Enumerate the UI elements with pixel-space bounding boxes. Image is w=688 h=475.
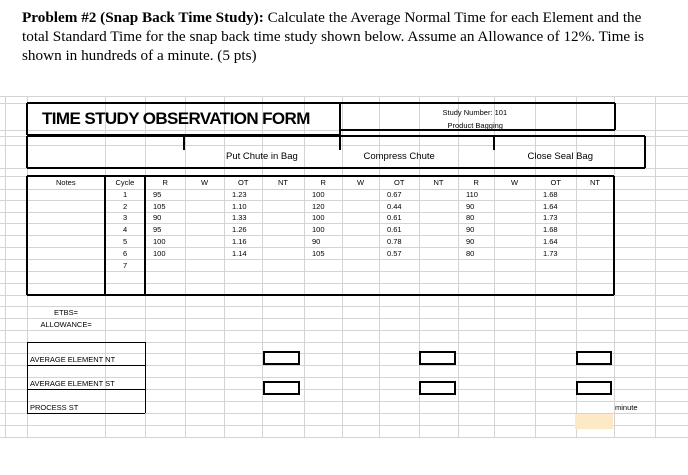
grid-row-line [0, 318, 688, 319]
form-title-border [26, 103, 28, 135]
element-name: Close Seal Bag [527, 150, 593, 162]
table-cell: 100 [312, 190, 325, 199]
problem-title: Problem #2 (Snap Back Time Study): [22, 9, 264, 26]
element-col-header: NT [278, 178, 288, 187]
form-title-border [27, 102, 340, 104]
cycle-number: 3 [123, 213, 128, 222]
table-cell: 0.61 [387, 224, 402, 234]
table-cell: 105 [153, 201, 166, 211]
table-cell: 0.44 [387, 201, 402, 211]
element-band-border [183, 136, 185, 150]
table-cell: 110 [466, 190, 478, 199]
form-title: TIME STUDY OBSERVATION FORM [42, 109, 310, 128]
table-border [26, 176, 28, 295]
element-col-header: W [511, 178, 519, 187]
table-cell: 1.33 [232, 213, 247, 222]
element-col-header: NT [433, 178, 444, 187]
table-cell: 1.16 [232, 236, 247, 246]
table-cell: 1.23 [232, 190, 247, 199]
grid-row-line [0, 96, 688, 97]
grid-row-line [0, 247, 688, 248]
element-col-header: R [473, 178, 479, 187]
avg-nt-label-box [27, 342, 145, 343]
process-st-label-box [27, 389, 145, 390]
table-cell: 80 [466, 213, 475, 222]
grid-row-line [0, 212, 688, 213]
element-name: Compress Chute [363, 150, 435, 162]
element-col-header: W [201, 178, 209, 187]
element-col-header: W [357, 178, 365, 187]
table-cell: 80 [466, 248, 475, 258]
avg-nt-answer-box[interactable] [576, 351, 612, 365]
table-cell: 1.73 [543, 213, 558, 222]
table-divider [104, 176, 106, 295]
avg-st-answer-box[interactable] [419, 381, 456, 395]
table-cell: 0.57 [387, 248, 402, 258]
grid-col-line [458, 96, 459, 437]
element-band-border [27, 167, 645, 169]
table-cell: 90 [466, 201, 475, 211]
grid-row-line [0, 189, 688, 190]
avg-st-label-box [145, 365, 146, 389]
grid-col-line [304, 96, 305, 437]
avg-st-answer-box[interactable] [263, 381, 300, 395]
element-col-header: R [162, 178, 168, 187]
grid-row-line [0, 223, 688, 224]
cycle-number: 2 [123, 201, 128, 211]
grid-col-line [535, 96, 536, 437]
element-name: Put Chute in Bag [226, 150, 298, 162]
cycle-number: 5 [123, 236, 128, 246]
table-cell: 90 [312, 236, 321, 246]
process-st-label-box [145, 389, 146, 413]
cycle-number: 7 [123, 260, 128, 270]
table-cell: 1.14 [232, 248, 247, 258]
avg-nt-label: AVERAGE ELEMENT NT [30, 354, 116, 364]
table-cell: 90 [153, 213, 162, 222]
element-band-border [644, 136, 646, 168]
process-st-answer-cell[interactable] [575, 414, 613, 429]
avg-st-label-box [27, 365, 145, 366]
study-box-border [614, 103, 616, 130]
grid-row-line [0, 437, 688, 438]
study-box-border [340, 102, 615, 104]
cycle-number: 6 [123, 248, 128, 258]
element-col-header: OT [550, 178, 561, 187]
table-border [613, 176, 615, 295]
grid-row-line [0, 330, 688, 331]
product-name: Product Bagging [447, 120, 503, 130]
cycle-number: 4 [123, 224, 128, 234]
element-band-border [493, 136, 495, 150]
grid-col-line [5, 96, 6, 437]
table-cell: 95 [153, 224, 162, 234]
avg-st-answer-box[interactable] [576, 381, 612, 395]
table-divider [144, 176, 146, 295]
element-col-header: NT [590, 178, 600, 187]
problem-body: Calculate the Average Normal Time for each Element and the total Standard Time for the snap back time study shown below. Assume an Allowance of 12%. Time is shown in hundreds of a minute. (5 pts) [22, 9, 645, 64]
grid-col-line [379, 96, 380, 437]
table-border [27, 294, 614, 296]
unit-label: minute [615, 402, 638, 412]
grid-row-line [0, 200, 688, 201]
table-cell: 120 [312, 201, 325, 211]
element-band-border [339, 136, 341, 150]
notes-header: Notes [56, 178, 76, 187]
table-cell: 0.61 [387, 213, 402, 222]
avg-nt-answer-box[interactable] [419, 351, 456, 365]
grid-row-line [0, 306, 688, 307]
table-border [27, 175, 614, 177]
process-st-label-box [27, 389, 28, 413]
table-cell: 0.67 [387, 190, 402, 199]
table-cell: 1.64 [543, 236, 558, 246]
table-cell: 95 [153, 190, 162, 199]
element-band-border [26, 136, 28, 168]
process-st-label: PROCESS ST [30, 402, 79, 412]
table-cell: 105 [312, 248, 325, 258]
grid-row-line [0, 235, 688, 236]
element-band-border [27, 135, 645, 137]
avg-nt-label-box [145, 342, 146, 365]
cycle-header: Cycle [115, 178, 135, 187]
table-cell: 1.73 [543, 248, 558, 258]
etbs-label: ETBS= [54, 307, 78, 317]
element-col-header: OT [238, 178, 249, 187]
table-cell: 100 [312, 224, 325, 234]
element-col-header: OT [394, 178, 405, 187]
table-cell: 1.64 [543, 201, 558, 211]
grid-col-line [342, 96, 343, 437]
allowance-label: ALLOWANCE= [40, 319, 92, 329]
grid-row-line [0, 271, 688, 272]
table-cell: 1.68 [543, 190, 558, 199]
table-cell: 1.10 [232, 201, 247, 211]
grid-row-line [0, 401, 688, 402]
grid-col-line [224, 96, 225, 437]
table-cell: 90 [466, 236, 475, 246]
table-cell: 100 [153, 248, 166, 258]
element-col-header: R [320, 178, 326, 187]
grid-row-line [0, 145, 688, 146]
grid-row-line [0, 377, 688, 378]
table-cell: 1.26 [232, 224, 247, 234]
avg-st-label-box [27, 365, 28, 389]
table-cell: 1.68 [543, 224, 558, 234]
avg-nt-answer-box[interactable] [263, 351, 300, 365]
process-st-label-box [27, 413, 145, 414]
grid-row-line [0, 259, 688, 260]
table-cell: 90 [466, 224, 475, 234]
study-number: Study Number: 101 [442, 107, 508, 117]
grid-row-line [0, 283, 688, 284]
cycle-number: 1 [123, 190, 128, 199]
table-cell: 100 [153, 236, 166, 246]
avg-st-label: AVERAGE ELEMENT ST [30, 378, 115, 388]
table-cell: 0.78 [387, 236, 402, 246]
grid-col-line [655, 96, 656, 437]
avg-nt-label-box [27, 342, 28, 365]
table-cell: 100 [312, 213, 325, 222]
